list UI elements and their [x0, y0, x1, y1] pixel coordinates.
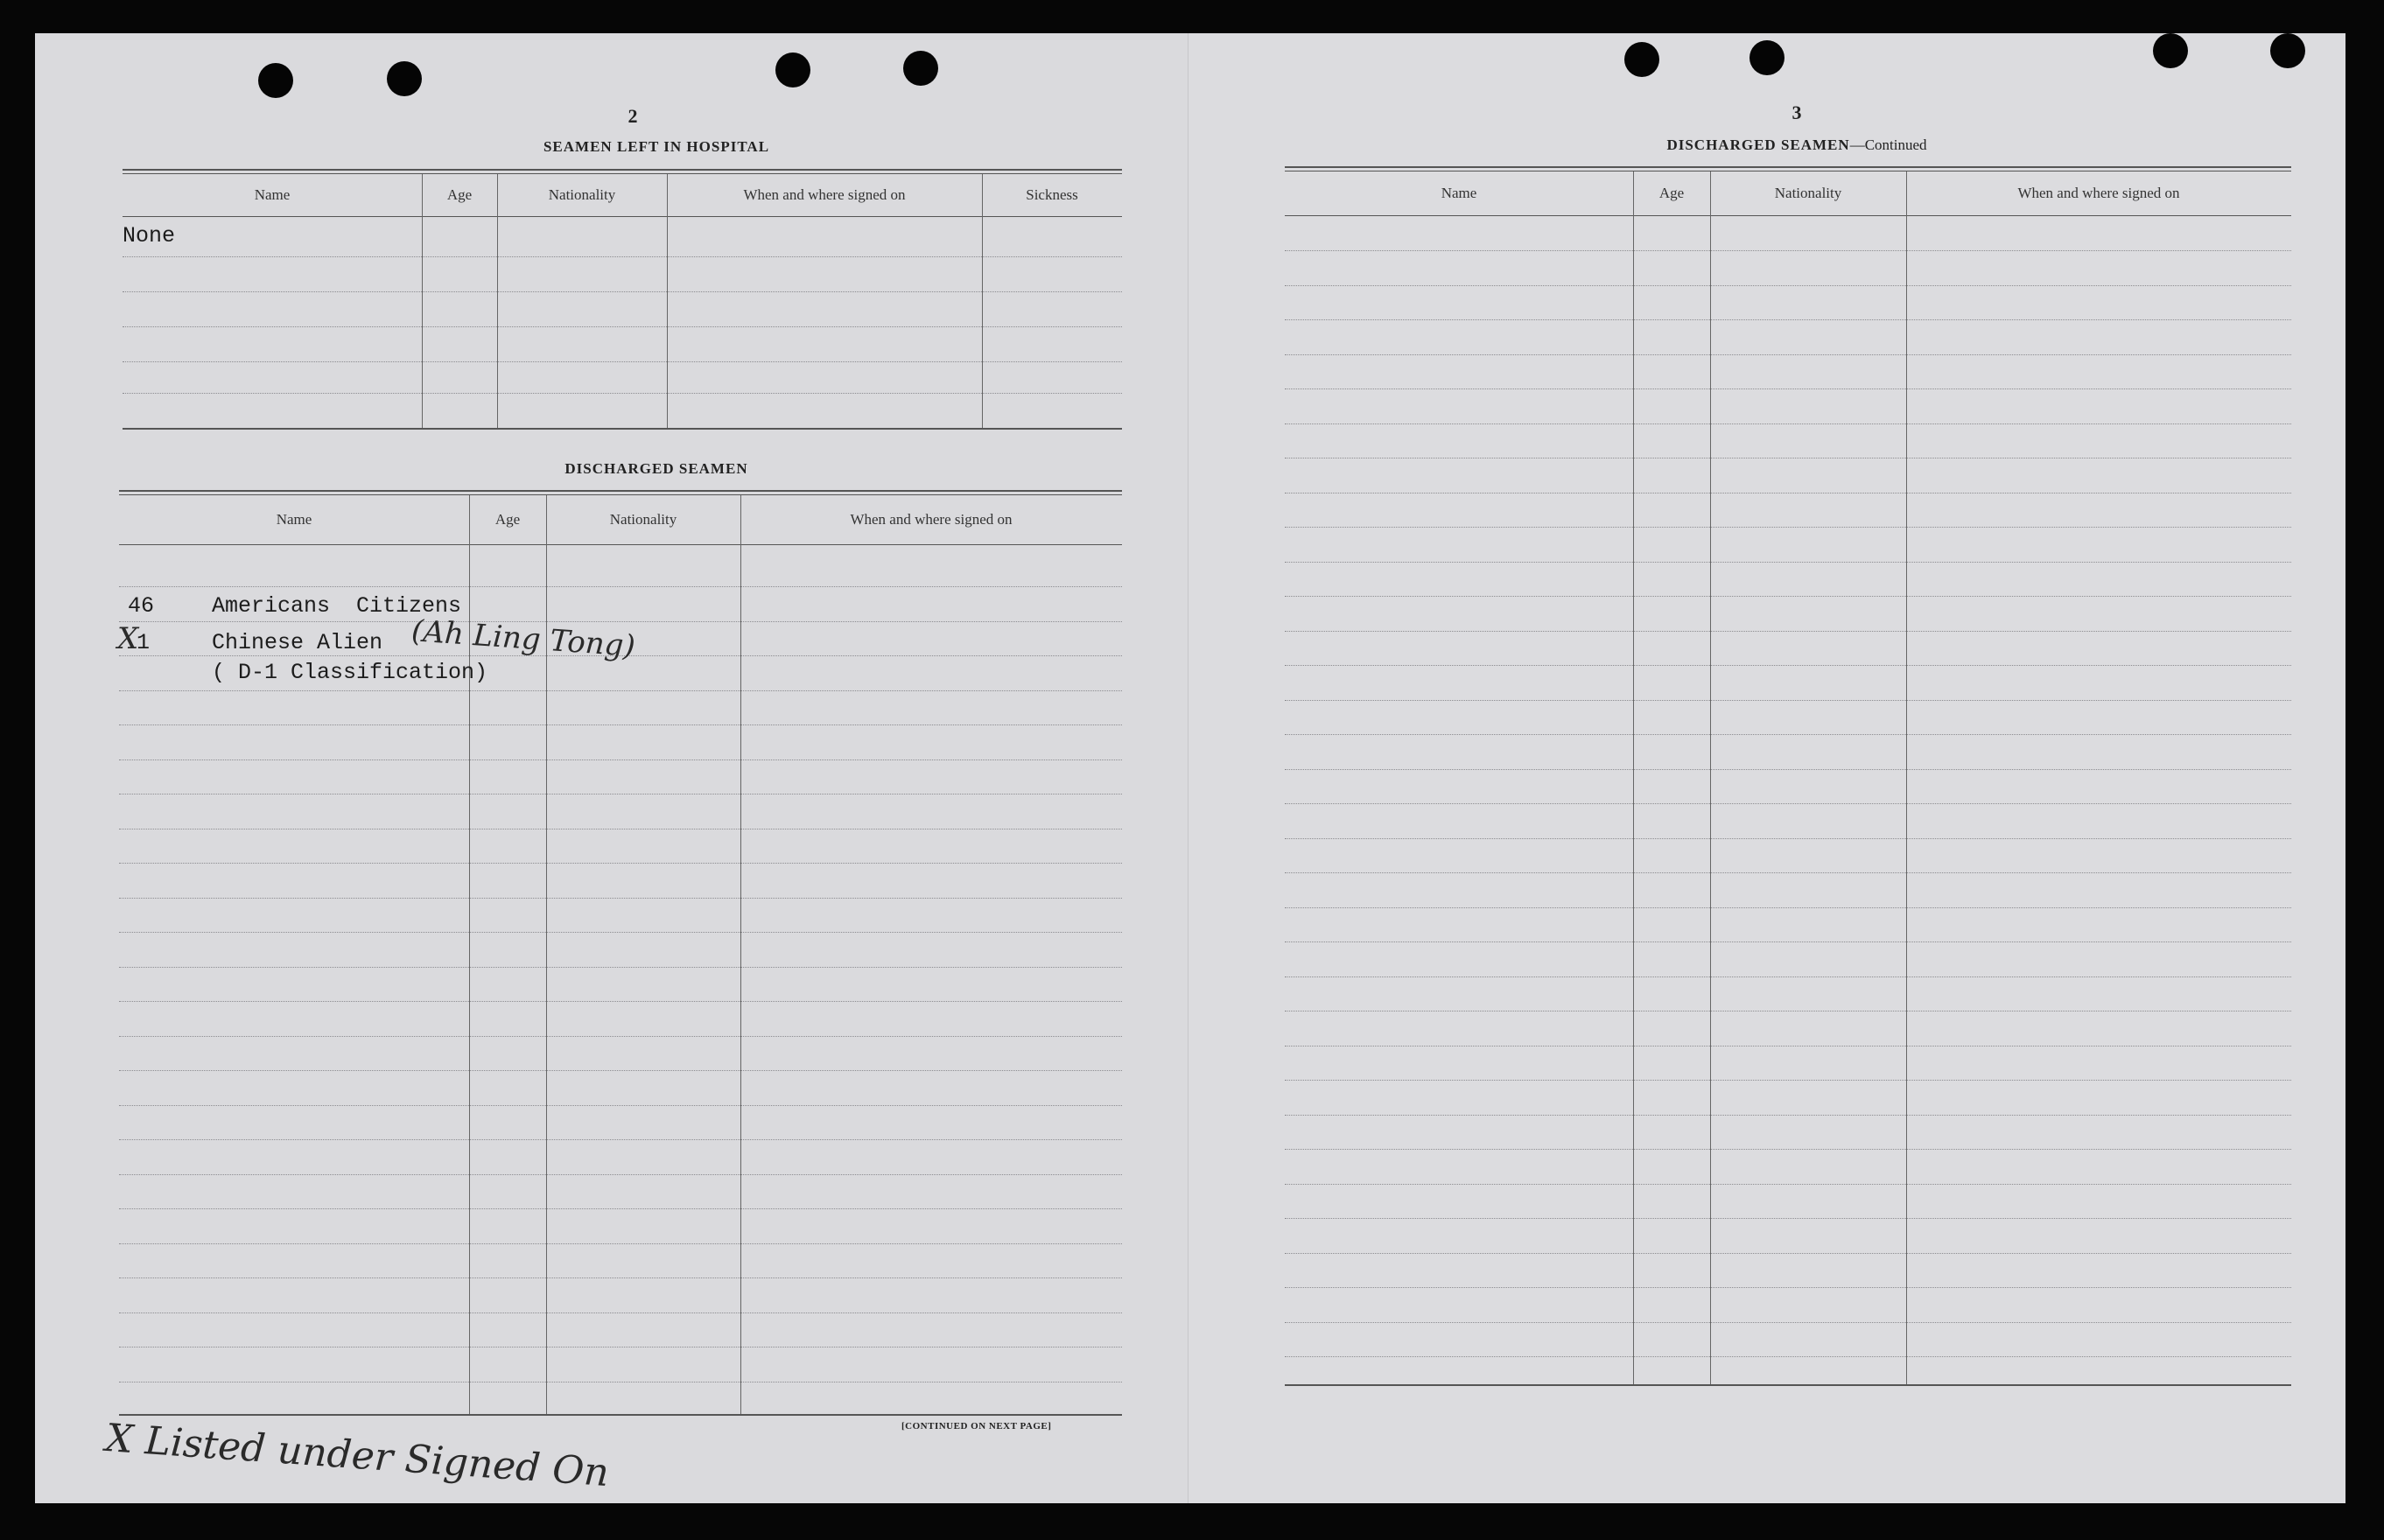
entry-text: Chinese Alien: [212, 630, 383, 655]
punch-hole: [775, 52, 810, 88]
ruled-line: [119, 863, 1122, 864]
entry-text: ( D-1 Classification): [212, 660, 488, 685]
ruled-line: [1285, 250, 2291, 252]
page-number: 2: [628, 105, 638, 127]
discharged-table-header: [119, 495, 1122, 545]
right-page: [1188, 33, 2345, 1503]
ruled-line: [119, 1001, 1122, 1003]
ruled-line: [1285, 734, 2291, 736]
column-header: Age: [494, 511, 521, 528]
punch-hole: [903, 51, 938, 86]
ruled-line: [1285, 872, 2291, 874]
ruled-line: [1285, 1046, 2291, 1047]
ruled-line: [119, 1174, 1122, 1176]
entry-text: Americans Citizens: [212, 593, 462, 619]
punch-hole: [2153, 33, 2188, 68]
ruled-line: [119, 724, 1122, 726]
ruled-line: [1285, 976, 2291, 978]
ruled-line: [1285, 1356, 2291, 1358]
ruled-line: [1285, 493, 2291, 494]
ruled-line: [1285, 424, 2291, 425]
ruled-line: [119, 967, 1122, 969]
column-header: Name: [254, 186, 291, 203]
ruled-line: [1285, 769, 2291, 771]
ruled-line: [1285, 1115, 2291, 1116]
ruled-line: [1285, 631, 2291, 633]
page-number: 3: [1792, 102, 1802, 123]
right-table-header: [1285, 172, 2291, 216]
ruled-line: [1285, 838, 2291, 840]
punch-hole: [387, 61, 422, 96]
ruled-line: [119, 1139, 1122, 1141]
hospital-table-header: [123, 174, 1122, 217]
column-header: Name: [276, 511, 312, 528]
hospital-table: [123, 169, 1122, 471]
right-discharged-table: [1285, 166, 2291, 1435]
punch-hole: [1624, 42, 1659, 77]
ruled-line: [119, 1070, 1122, 1072]
ruled-line: [119, 794, 1122, 795]
ruled-line: [119, 1278, 1122, 1279]
document-scan: [35, 33, 2345, 1503]
check-mark: X: [117, 621, 139, 656]
ruled-line: [1285, 1184, 2291, 1186]
ruled-line: [119, 760, 1122, 761]
ruled-line: [1285, 319, 2291, 321]
ruled-line: [119, 1347, 1122, 1348]
handwritten-name: (Ah Ling Tong): [410, 613, 636, 664]
ruled-line: [119, 898, 1122, 900]
ruled-line: [1285, 907, 2291, 909]
continued-footer: [CONTINUED ON NEXT PAGE]: [901, 1421, 1052, 1432]
left-page: [35, 33, 1188, 1503]
ruled-line: [119, 1382, 1122, 1383]
punch-hole: [2270, 33, 2305, 68]
ruled-line: [1285, 458, 2291, 459]
ruled-line: [1285, 527, 2291, 528]
ruled-line: [1285, 1149, 2291, 1151]
ruled-line: [1285, 354, 2291, 356]
ruled-line: [1285, 1287, 2291, 1289]
ruled-line: [119, 1208, 1122, 1210]
column-header: Name: [1441, 185, 1477, 201]
ruled-line: [119, 829, 1122, 830]
discharged-table: [119, 490, 1122, 1457]
ruled-line: [1285, 596, 2291, 598]
section-title-suffix: —Continued: [1849, 136, 1927, 153]
entry-count: 46: [128, 593, 155, 619]
punch-hole: [258, 63, 293, 98]
hospital-entry: None: [123, 223, 176, 248]
column-header: When and where signed on: [850, 511, 1013, 528]
ruled-line: [1285, 1253, 2291, 1255]
ruled-line: [119, 621, 1122, 623]
ruled-line: [1285, 700, 2291, 702]
ruled-line: [1285, 1011, 2291, 1012]
column-header: Age: [1658, 185, 1685, 201]
section-title-discharged: DISCHARGED SEAMEN: [564, 460, 748, 477]
punch-hole: [1749, 40, 1784, 75]
ruled-line: [119, 932, 1122, 934]
ruled-line: [1285, 803, 2291, 805]
ruled-line: [119, 690, 1122, 692]
ruled-line: [1285, 388, 2291, 390]
ruled-line: [1285, 1080, 2291, 1082]
column-header: When and where signed on: [743, 186, 906, 203]
column-header: Age: [446, 186, 473, 203]
ruled-line: [1285, 1322, 2291, 1324]
handwritten-note: X Listed under Signed On: [103, 1415, 611, 1496]
ruled-line: [1285, 1218, 2291, 1220]
column-header: Nationality: [609, 511, 677, 528]
ruled-line: [119, 1105, 1122, 1107]
section-title: [1539, 136, 2055, 154]
column-header: Nationality: [1774, 185, 1842, 201]
column-header: Sickness: [1026, 186, 1078, 203]
ruled-line: [1285, 562, 2291, 564]
ruled-line: [1285, 285, 2291, 287]
column-header: When and where signed on: [2017, 185, 2180, 201]
ruled-line: [119, 1036, 1122, 1038]
ruled-line: [1285, 942, 2291, 943]
ruled-line: [119, 586, 1122, 588]
column-header: Nationality: [548, 186, 616, 203]
section-title-hospital: SEAMEN LEFT IN HOSPITAL: [543, 138, 770, 155]
ruled-line: [119, 1243, 1122, 1245]
ruled-line: [119, 1312, 1122, 1314]
section-title-text: DISCHARGED SEAMEN: [1666, 136, 1850, 153]
entry-count: 1: [137, 630, 151, 655]
ruled-line: [1285, 665, 2291, 667]
